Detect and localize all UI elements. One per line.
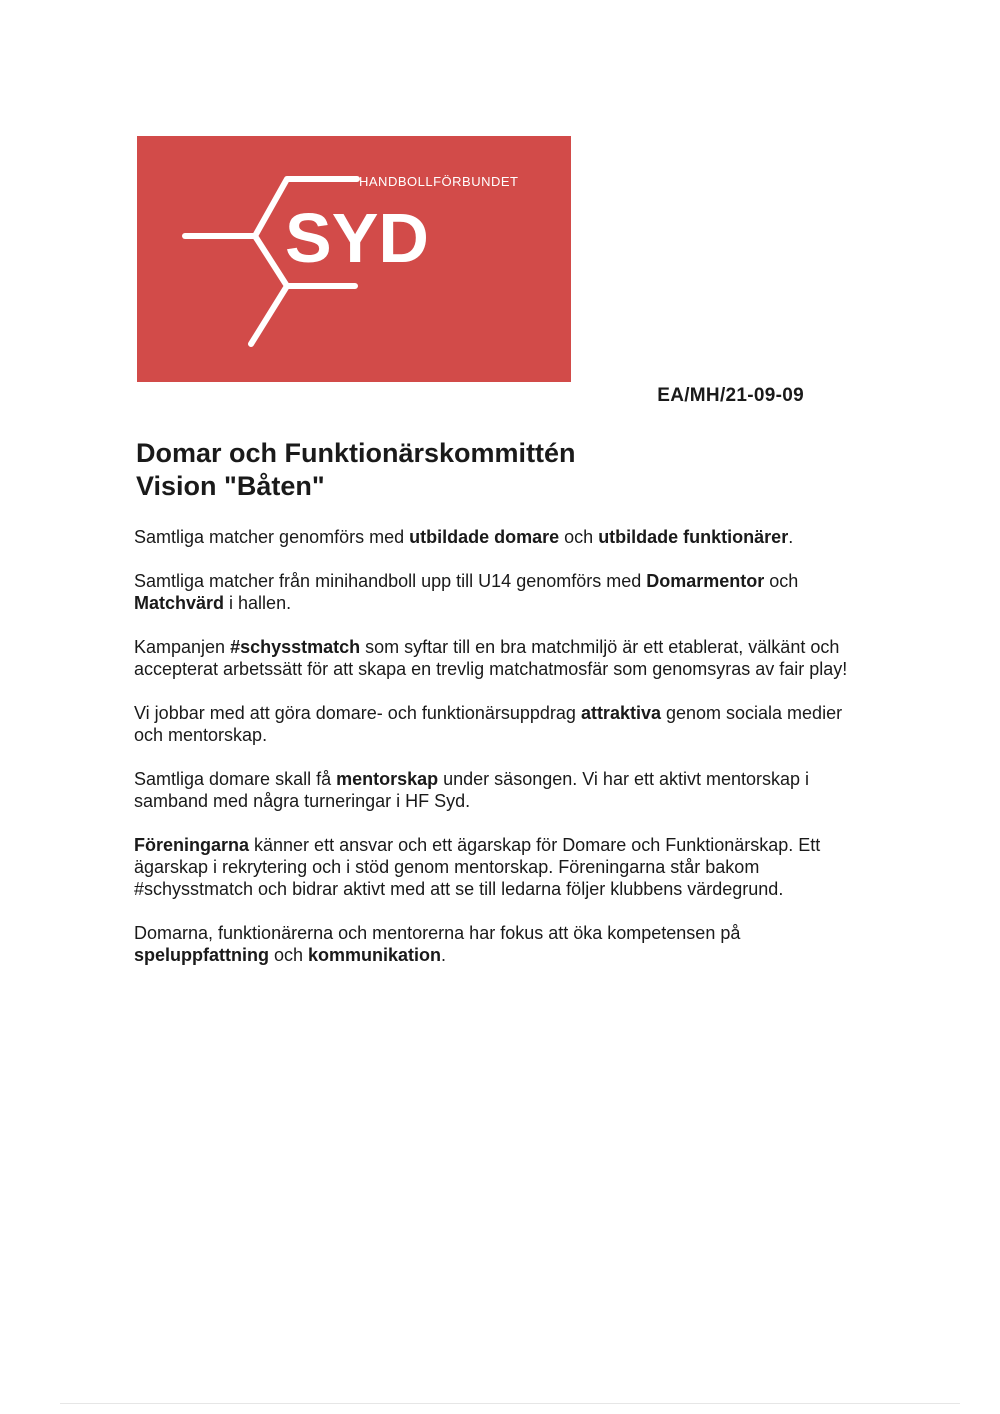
logo-graphic xyxy=(137,136,571,382)
paragraph-text: . xyxy=(441,945,447,965)
paragraph-text: känner ett ansvar och ett ägarskap för Domare och Funktionärskap. Ett ägarskap i rekrytering och i stöd genom mentorskap. Föreningarna står bakom #schysstmatch och bidrar aktivt med att se till ledarna följer klubbens värdegrund. xyxy=(134,835,821,899)
document-title xyxy=(136,437,576,503)
handbollforbundet-syd-logo xyxy=(137,136,571,382)
document-body xyxy=(134,526,864,988)
logo-line-bottom xyxy=(251,286,287,344)
paragraph-text: under säsongen. Vi har ett aktivt mentorskap i samband med några turneringar i HF Syd. xyxy=(134,769,810,811)
emphasized-text: Föreningarna xyxy=(134,835,250,855)
body-paragraph xyxy=(134,570,864,614)
body-paragraph xyxy=(134,922,864,966)
paragraph-text: . xyxy=(788,527,794,547)
emphasized-text: utbildade domare xyxy=(409,527,560,547)
body-paragraph xyxy=(134,702,864,746)
paragraph-text: Samtliga matcher genomförs med xyxy=(134,527,410,547)
body-paragraph xyxy=(134,768,864,812)
paragraph-text: Domarna, funktionärerna och mentorerna har fokus att öka kompetensen på xyxy=(134,923,741,943)
emphasized-text: Domarmentor xyxy=(646,571,765,591)
paragraph-text: Kampanjen xyxy=(134,637,231,657)
paragraph-text: i hallen. xyxy=(224,593,292,613)
paragraph-text: Samtliga matcher från minihandboll upp till U14 genomförs med xyxy=(134,571,647,591)
title-line-1: Domar och Funktionärskommittén xyxy=(136,438,576,468)
emphasized-text: kommunikation xyxy=(308,945,442,965)
body-paragraph xyxy=(134,526,864,548)
emphasized-text: Matchvärd xyxy=(134,593,225,613)
page-edge-divider xyxy=(60,1403,960,1404)
paragraph-text: Vi jobbar med att göra domare- och funktionärsuppdrag xyxy=(134,703,581,723)
body-paragraph xyxy=(134,636,864,680)
logo-wordmark: SYD xyxy=(285,199,429,277)
paragraph-text: och xyxy=(559,527,599,547)
emphasized-text: attraktiva xyxy=(580,703,661,723)
paragraph-text: och xyxy=(764,571,799,591)
paragraph-text: som syftar till en bra matchmiljö är ett etablerat, välkänt och accepterat arbetssätt för att skapa en trevlig matchatmosfär som genomsyras av fair play! xyxy=(134,637,848,679)
emphasized-text: speluppfattning xyxy=(134,945,269,965)
document-reference: EA/MH/21-09-09 xyxy=(657,385,804,406)
emphasized-text: mentorskap xyxy=(336,769,439,789)
paragraph-text: Samtliga domare skall få xyxy=(134,769,337,789)
emphasized-text: utbildade funktionärer xyxy=(598,527,789,547)
emphasized-text: #schysstmatch xyxy=(230,637,361,657)
logo-org-label: HANDBOLLFÖRBUNDET xyxy=(359,174,519,189)
paragraph-text: och xyxy=(268,945,309,965)
body-paragraph xyxy=(134,834,864,900)
title-line-2: Vision "Båten" xyxy=(136,471,325,501)
paragraph-text: genom sociala medier och mentorskap. xyxy=(134,703,843,745)
